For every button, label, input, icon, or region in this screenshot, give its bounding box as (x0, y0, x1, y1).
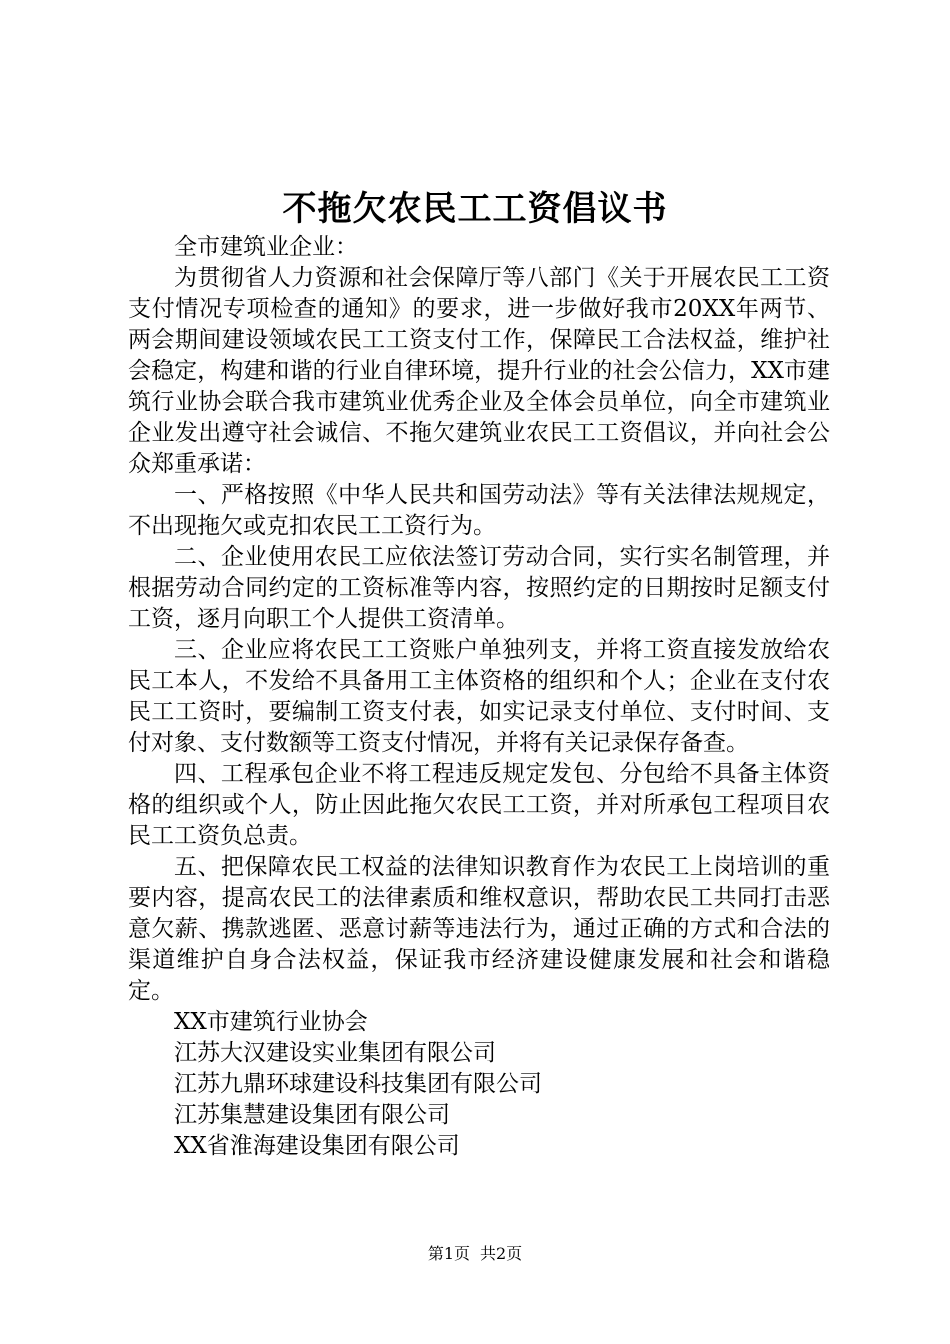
clause-2: 二、企业使用农民工应依法签订劳动合同，实行实名制管理，并根据劳动合同约定的工资标准等内容，按照约定的日期按时足额支付工资，逐月向职工个人提供工资清单。 (128, 544, 830, 632)
page-footer (0, 1243, 950, 1265)
signatory-item: 江苏九鼎环球建设科技集团有限公司 (174, 1071, 542, 1097)
clause-4: 四、工程承包企业不将工程违反规定发包、分包给不具备主体资格的组织或个人，防止因此拖欠农民工工资，并对所承包工程项目农民工工资负总责。 (128, 761, 830, 849)
document-title: 不拖欠农民工工资倡议书 (282, 189, 668, 229)
clause-1: 一、严格按照《中华人民共和国劳动法》等有关法律法规规定，不出现拖欠或克扣农民工工资行为。 (128, 482, 830, 539)
intro-paragraph: 为贯彻省人力资源和社会保障厅等八部门《关于开展农民工工资支付情况专项检查的通知》的要求，进一步做好我市20XX年两节、两会期间建设领域农民工工资支付工作，保障民工合法权益，维护社会稳定，构建和谐的行业自律环境，提升行业的社会公信力，XX市建筑行业协会联合我市建筑业优秀企业及全体会员单位，向全市建筑业企业发出遵守社会诚信、不拖欠建筑业农民工工资倡议，并向社会公众郑重承诺： (128, 265, 830, 477)
signatory-list (128, 1007, 830, 1162)
signatory-item: 江苏大汉建设实业集团有限公司 (174, 1040, 496, 1066)
page-total: 共2页 (480, 1244, 523, 1263)
page-number: 第1页 (427, 1244, 470, 1263)
signatory-item: XX省淮海建设集团有限公司 (174, 1133, 460, 1159)
signatory-item: 江苏集慧建设集团有限公司 (174, 1102, 450, 1128)
document-body (128, 232, 830, 1162)
clause-3: 三、企业应将农民工工资账户单独列支，并将工资直接发放给农民工本人，不发给不具备用工主体资格的组织和个人；企业在支付农民工工资时，要编制工资支付表，如实记录支付单位、支付时间、支付对象、支付数额等工资支付情况，并将有关记录保存备查。 (128, 637, 830, 756)
salutation: 全市建筑业企业： (174, 234, 358, 260)
signatory-item: XX市建筑行业协会 (174, 1009, 368, 1035)
clause-5: 五、把保障农民工权益的法律知识教育作为农民工上岗培训的重要内容，提高农民工的法律素质和维权意识，帮助农民工共同打击恶意欠薪、携款逃匿、恶意讨薪等违法行为，通过正确的方式和合法的渠道维护自身合法权益，保证我市经济建设健康发展和社会和谐稳定。 (128, 854, 830, 1004)
